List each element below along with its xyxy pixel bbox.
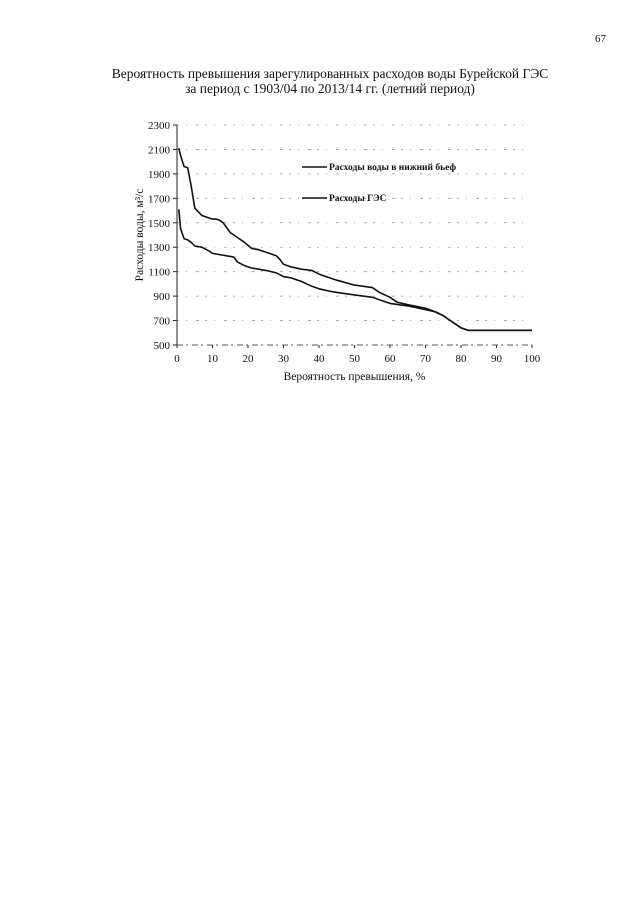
y-tick-label: 1900 [148, 168, 170, 181]
chart-subtitle: за период с 1903/04 по 2013/14 гг. (летний период) [185, 81, 475, 96]
series-layer [179, 148, 532, 330]
y-tick-label: 1300 [148, 242, 170, 255]
y-tick-label: 700 [153, 315, 170, 328]
y-tick-label: 1700 [148, 193, 170, 206]
axis-layer [148, 120, 541, 365]
series-line-1 [179, 148, 532, 330]
x-tick-label: 100 [523, 353, 541, 365]
x-tick-label: 0 [174, 353, 180, 365]
x-tick-label: 80 [455, 353, 467, 365]
y-tick-label: 2300 [148, 120, 170, 132]
series-line-2 [179, 209, 532, 330]
y-tick-label: 500 [153, 340, 170, 352]
legend-label-1: Расходы воды в нижний бьеф [329, 163, 457, 173]
legend-layer [302, 162, 456, 204]
grid-layer [177, 125, 532, 321]
x-axis-label: Вероятность превышения, % [283, 371, 426, 383]
x-tick-label: 70 [420, 353, 431, 365]
x-tick-label: 10 [207, 353, 218, 365]
x-tick-label: 90 [491, 353, 502, 365]
y-tick-label: 1500 [148, 217, 170, 230]
y-tick-label: 2100 [148, 144, 170, 157]
y-axis-label: Расходы воды, м³/с [134, 188, 146, 282]
y-tick-label: 900 [153, 291, 170, 304]
x-tick-label: 40 [313, 353, 325, 365]
legend-label-2: Расходы ГЭС [329, 194, 387, 204]
x-tick-label: 60 [384, 353, 396, 365]
page-number: 67 [595, 33, 606, 45]
x-tick-label: 30 [278, 353, 289, 365]
x-tick-label: 50 [349, 353, 360, 365]
y-tick-label: 1100 [148, 266, 170, 279]
x-tick-label: 20 [242, 353, 254, 365]
chart-title: Вероятность превышения зарегулированных расходов воды Бурейской ГЭС [111, 66, 549, 81]
